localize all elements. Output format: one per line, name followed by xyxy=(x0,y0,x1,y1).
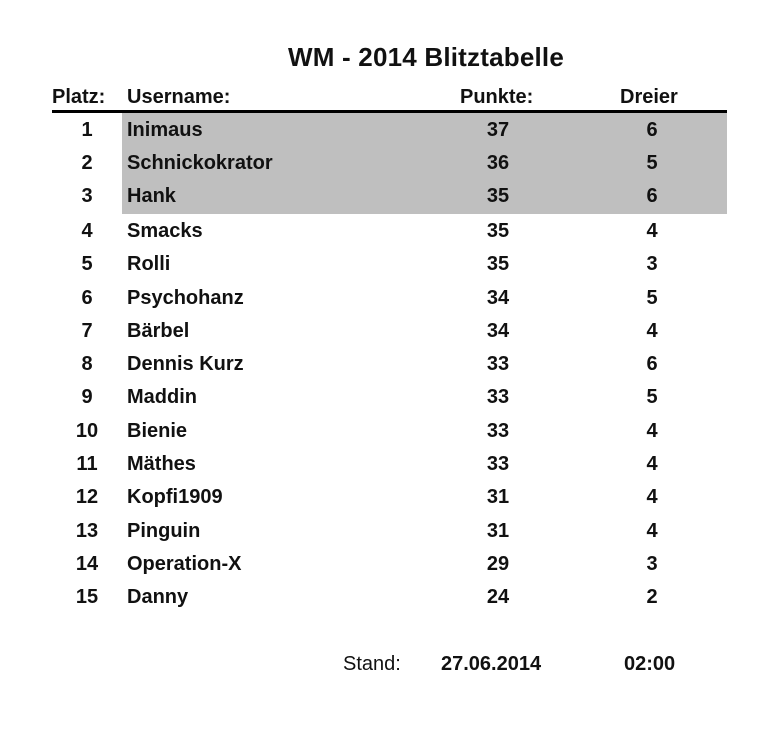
dreier-cell: 4 xyxy=(646,486,658,508)
username-cell: Inimaus xyxy=(127,119,203,141)
dreier-cell: 4 xyxy=(646,320,658,342)
table-row xyxy=(0,582,783,612)
rank-cell: 11 xyxy=(76,453,98,475)
punkte-cell: 37 xyxy=(486,119,510,141)
rank-cell: 3 xyxy=(81,185,93,207)
punkte-cell: 34 xyxy=(486,320,510,342)
rank-cell: 13 xyxy=(75,520,99,542)
footer-date: 27.06.2014 xyxy=(441,653,542,675)
dreier-cell: 4 xyxy=(646,453,658,475)
footer-stand-label: Stand: xyxy=(343,653,401,675)
username-cell: Hank xyxy=(127,185,176,207)
punkte-cell: 35 xyxy=(486,220,510,242)
username-cell: Operation-X xyxy=(127,553,242,575)
page-title: WM - 2014 Blitztabelle xyxy=(287,42,565,72)
rank-cell: 2 xyxy=(81,152,93,174)
username-cell: Danny xyxy=(127,586,189,608)
table-row xyxy=(0,516,783,546)
rank-cell: 9 xyxy=(81,386,93,408)
dreier-cell: 4 xyxy=(646,520,658,542)
punkte-cell: 35 xyxy=(486,185,510,207)
rank-cell: 1 xyxy=(81,119,93,141)
rank-cell: 15 xyxy=(75,586,99,608)
username-cell: Dennis Kurz xyxy=(127,353,244,375)
rank-cell: 12 xyxy=(75,486,99,508)
rank-cell: 14 xyxy=(75,553,99,575)
punkte-cell: 34 xyxy=(486,287,510,309)
table-row xyxy=(0,283,783,313)
dreier-cell: 4 xyxy=(646,220,658,242)
punkte-cell: 35 xyxy=(486,253,510,275)
table-row xyxy=(0,148,783,178)
punkte-cell: 31 xyxy=(486,486,510,508)
rank-cell: 5 xyxy=(81,253,93,275)
table-row xyxy=(0,549,783,579)
punkte-cell: 36 xyxy=(486,152,510,174)
dreier-cell: 2 xyxy=(646,586,658,608)
punkte-cell: 33 xyxy=(486,386,510,408)
dreier-cell: 3 xyxy=(646,253,658,275)
table-row xyxy=(0,416,783,446)
dreier-cell: 6 xyxy=(646,185,658,207)
rank-cell: 10 xyxy=(75,420,99,442)
username-cell: Pinguin xyxy=(127,520,201,542)
username-cell: Maddin xyxy=(127,386,197,408)
punkte-cell: 29 xyxy=(486,553,510,575)
username-cell: Mäthes xyxy=(127,453,196,475)
username-cell: Rolli xyxy=(127,253,171,275)
column-header-dreier: Dreier xyxy=(620,86,678,108)
punkte-cell: 33 xyxy=(486,353,510,375)
table-row xyxy=(0,316,783,346)
dreier-cell: 3 xyxy=(646,553,658,575)
column-header-platz: Platz: xyxy=(52,86,106,108)
username-cell: Bärbel xyxy=(127,320,190,342)
punkte-cell: 33 xyxy=(486,453,510,475)
column-header-username: Username: xyxy=(127,86,231,108)
rank-cell: 6 xyxy=(81,287,93,309)
dreier-cell: 5 xyxy=(646,152,658,174)
table-row xyxy=(0,349,783,379)
column-header-punkte: Punkte: xyxy=(460,86,534,108)
dreier-cell: 6 xyxy=(646,119,658,141)
rank-cell: 7 xyxy=(81,320,93,342)
rank-cell: 4 xyxy=(81,220,93,242)
username-cell: Smacks xyxy=(127,220,203,242)
table-row xyxy=(0,382,783,412)
table-row xyxy=(0,115,783,145)
username-cell: Kopfi1909 xyxy=(127,486,223,508)
username-cell: Bienie xyxy=(127,420,188,442)
table-row xyxy=(0,216,783,246)
username-cell: Schnickokrator xyxy=(127,152,273,174)
dreier-cell: 6 xyxy=(646,353,658,375)
rank-cell: 8 xyxy=(81,353,93,375)
punkte-cell: 24 xyxy=(486,586,510,608)
table-row xyxy=(0,249,783,279)
username-cell: Psychohanz xyxy=(127,287,244,309)
table-row xyxy=(0,449,783,479)
table-row xyxy=(0,181,783,211)
punkte-cell: 31 xyxy=(486,520,510,542)
dreier-cell: 5 xyxy=(646,386,658,408)
table-row xyxy=(0,482,783,512)
dreier-cell: 5 xyxy=(646,287,658,309)
dreier-cell: 4 xyxy=(646,420,658,442)
footer-time: 02:00 xyxy=(624,653,676,675)
punkte-cell: 33 xyxy=(486,420,510,442)
